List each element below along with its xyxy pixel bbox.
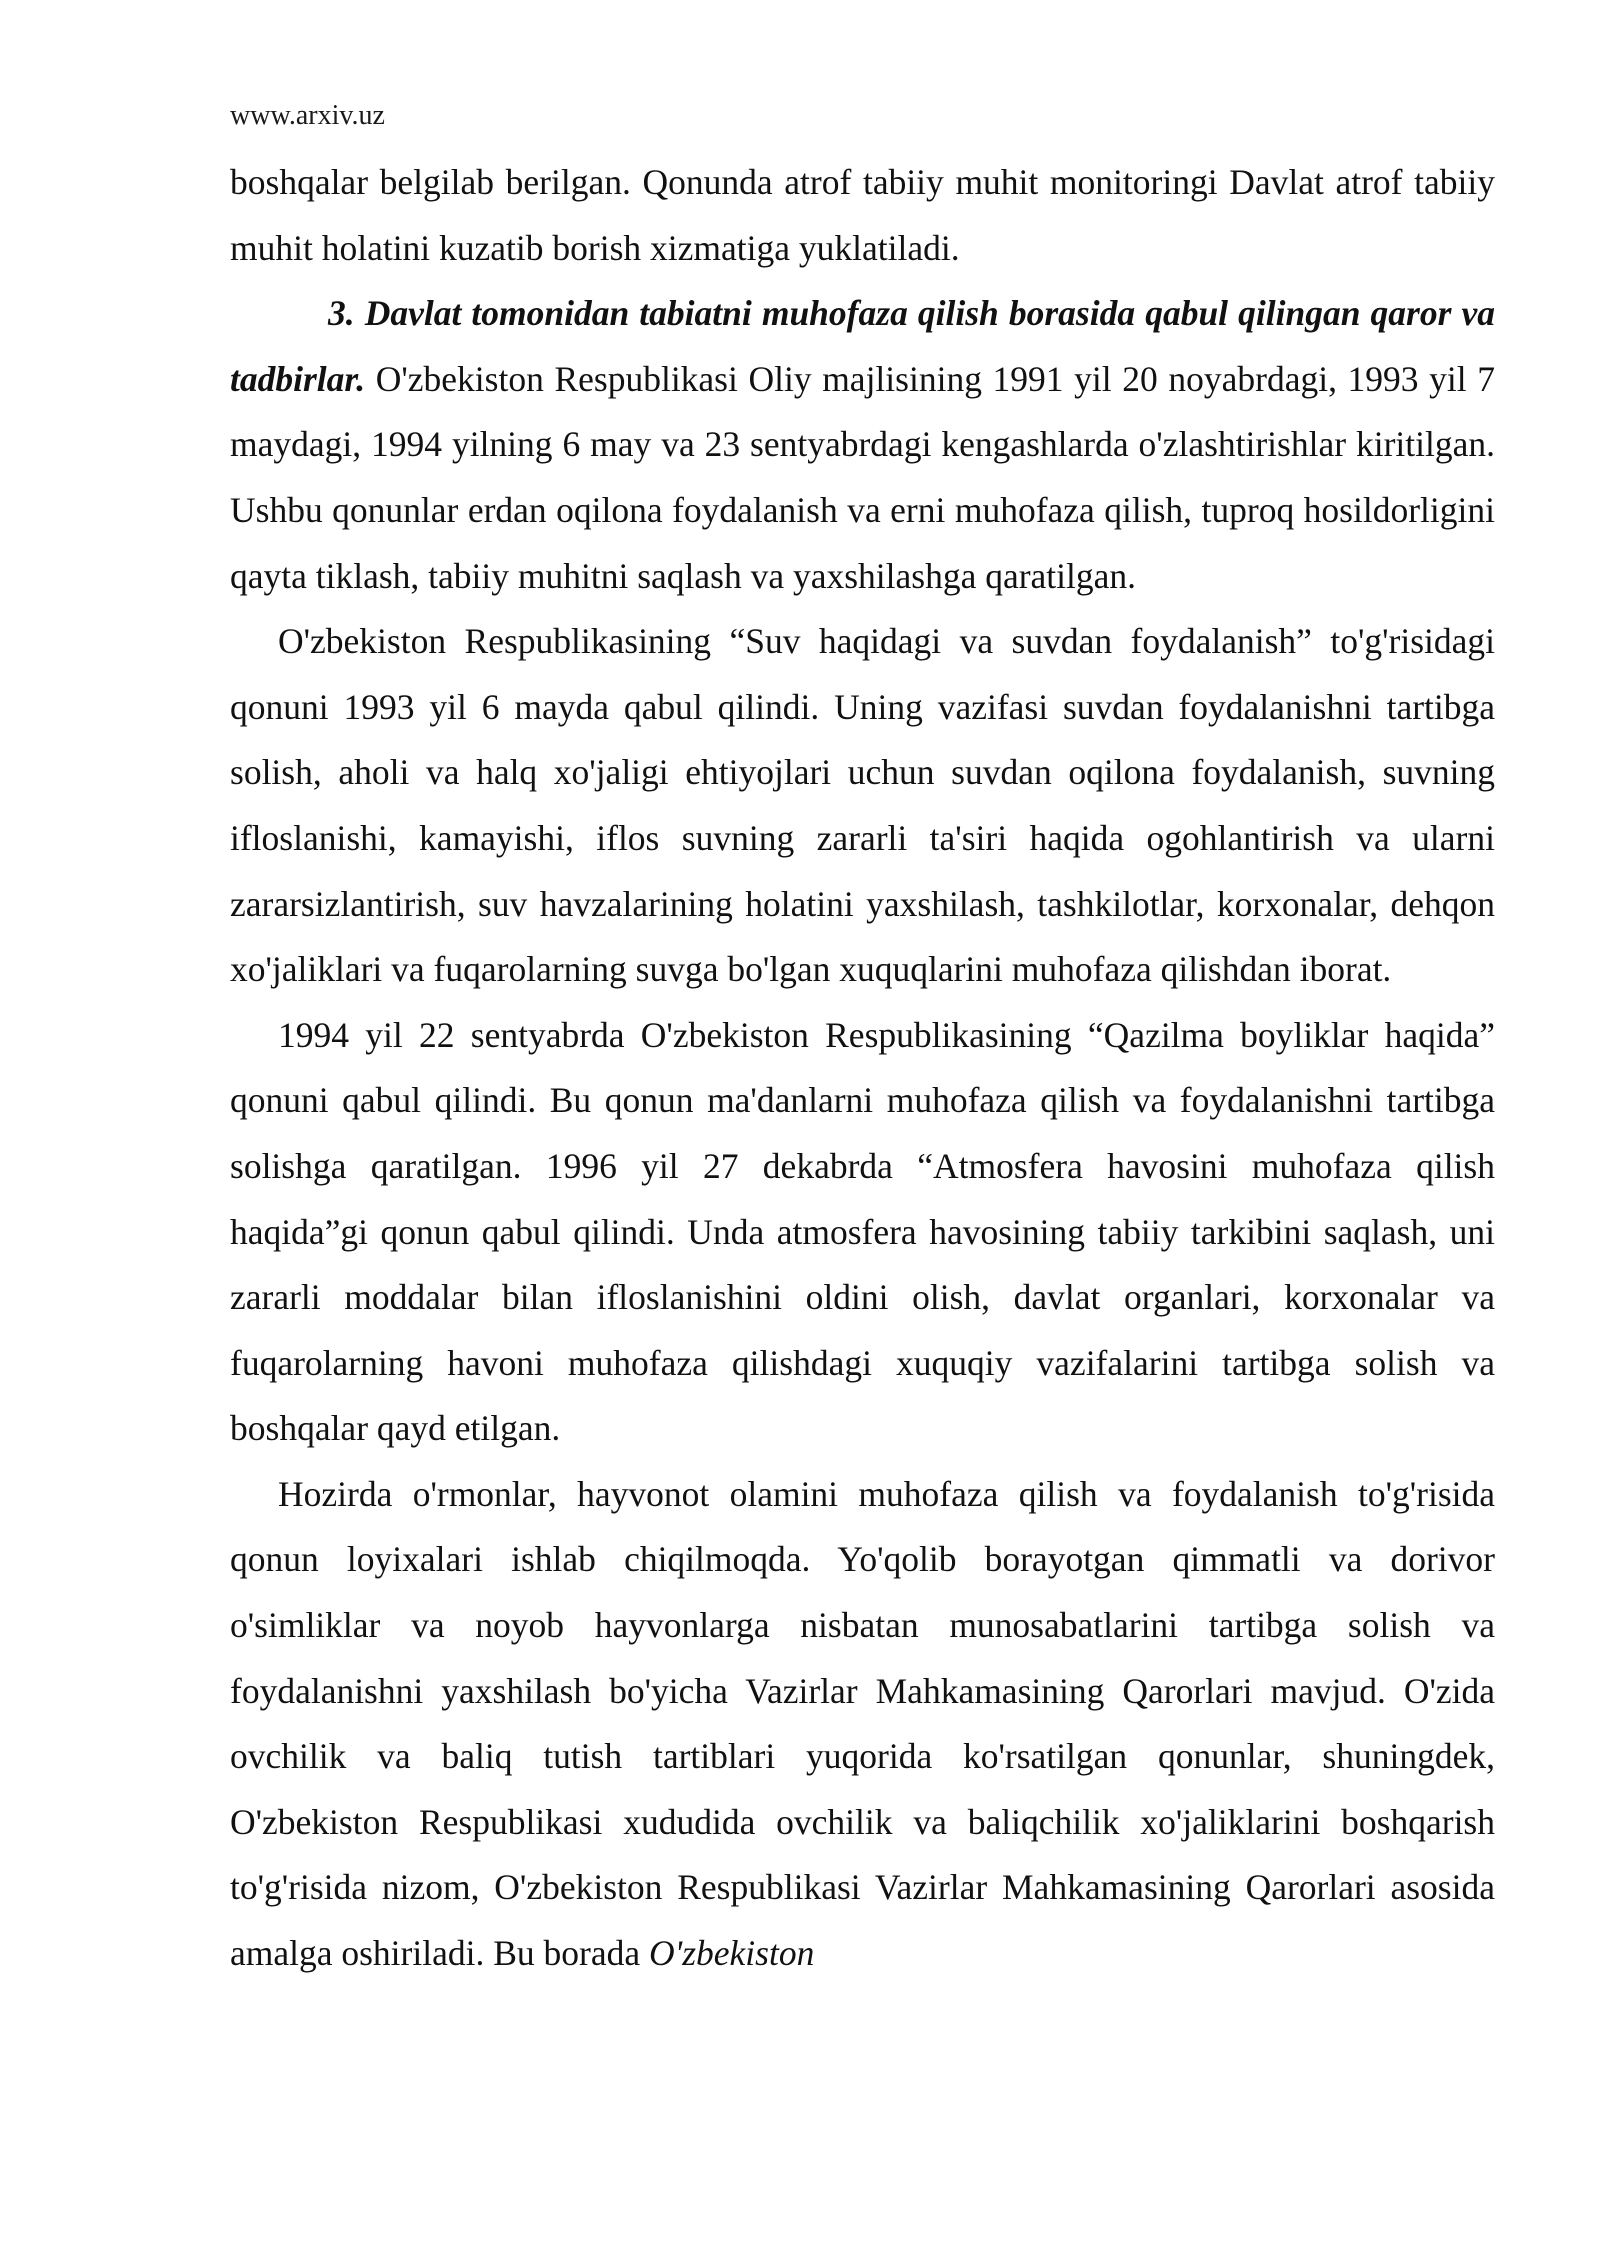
paragraph-5-italic-tail: O'zbekiston — [648, 1933, 815, 1974]
site-url-header[interactable]: www.arxiv.uz — [230, 100, 385, 131]
document-body — [230, 150, 1495, 1987]
paragraph-4: 1994 yil 22 sentyabrda O'zbekiston Respublikasining “Qazilma boyliklar haqida” qonuni qabul qilindi. Bu qonun ma'danlarni muhofaza qilish va foydalanishni tartibga solishga qaratilgan. 1996 yil 27 dekabrda “Atmosfera havosini muhofaza qilish haqida”gi qonun qabul qilindi. Unda atmosfera havosining tabiiy tarkibini saqlash, uni zararli moddalar bilan ifloslanishini oldini olish, davlat organlari, korxonalar va fuqarolarning havoni muhofaza qilishdagi xuquqiy vazifalarini tartibga solish va boshqalar qayd etilgan. — [230, 1014, 1495, 1449]
paragraph-2-text: O'zbekiston Respublikasi Oliy majlisining 1991 yil 20 noyabrdagi, 1993 yil 7 maydagi, 1994 yilning 6 may va 23 sentyabrdagi kengashlarda o'zlashtirishlar kiritilgan. Ushbu qonunlar erdan oqilona foydalanish va erni muhofaza qilish, tuproq hosildorligini qayta tiklash, tabiiy muhitni saqlash va yaxshilashga qaratilgan. — [230, 358, 1495, 596]
paragraph-1: boshqalar belgilab berilgan. Qonunda atrof tabiiy muhit monitoringi Davlat atrof tabiiy muhit holatini kuzatib borish xizmatiga yuklatiladi. — [230, 162, 1495, 268]
paragraph-2 — [230, 281, 1495, 609]
section-heading: 3. Davlat tomonidan tabiatni muhofaza qilish borasida qabul qilingan qaror va tadbirlar. — [230, 293, 1495, 399]
document-page — [230, 0, 1495, 2262]
paragraph-5-text: Hozirda o'rmonlar, hayvonot olamini muhofaza qilish va foydalanish to'g'risida qonun loyixalari ishlab chiqilmoqda. Yo'qolib borayotgan qimmatli va dorivor o'simliklar va noyob hayvonlarga nisbatan munosabatlarini tartibga solish va foydalanishni yaxshilash bo'yicha Vazirlar Mahkamasining Qarorlari mavjud. O'zida ovchilik va baliq tutish tartiblari yuqorida ko'rsatilgan qonunlar, shuningdek, O'zbekiston Respublikasi xududida ovchilik va baliqchilik xo'jaliklarini boshqarish to'g'risida nizom, O'zbekiston Respublikasi Vazirlar Mahkamasining Qarorlari asosida amalga oshiriladi. Bu borada — [230, 1473, 1495, 1974]
paragraph-5 — [230, 1462, 1495, 1987]
paragraph-3: O'zbekiston Respublikasining “Suv haqidagi va suvdan foydalanish” to'g'risidagi qonuni 1993 yil 6 mayda qabul qilindi. Uning vazifasi suvdan foydalanishni tartibga solish, aholi va halq xo'jaligi ehtiyojlari uchun suvdan oqilona foydalanish, suvning ifloslanishi, kamayishi, iflos suvning zararli ta'siri haqida ogohlantirish va ularni zararsizlantirish, suv havzalarining holatini yaxshilash, tashkilotlar, korxonalar, dehqon xo'jaliklari va fuqarolarning suvga bo'lgan xuquqlarini muhofaza qilishdan iborat. — [230, 621, 1495, 990]
